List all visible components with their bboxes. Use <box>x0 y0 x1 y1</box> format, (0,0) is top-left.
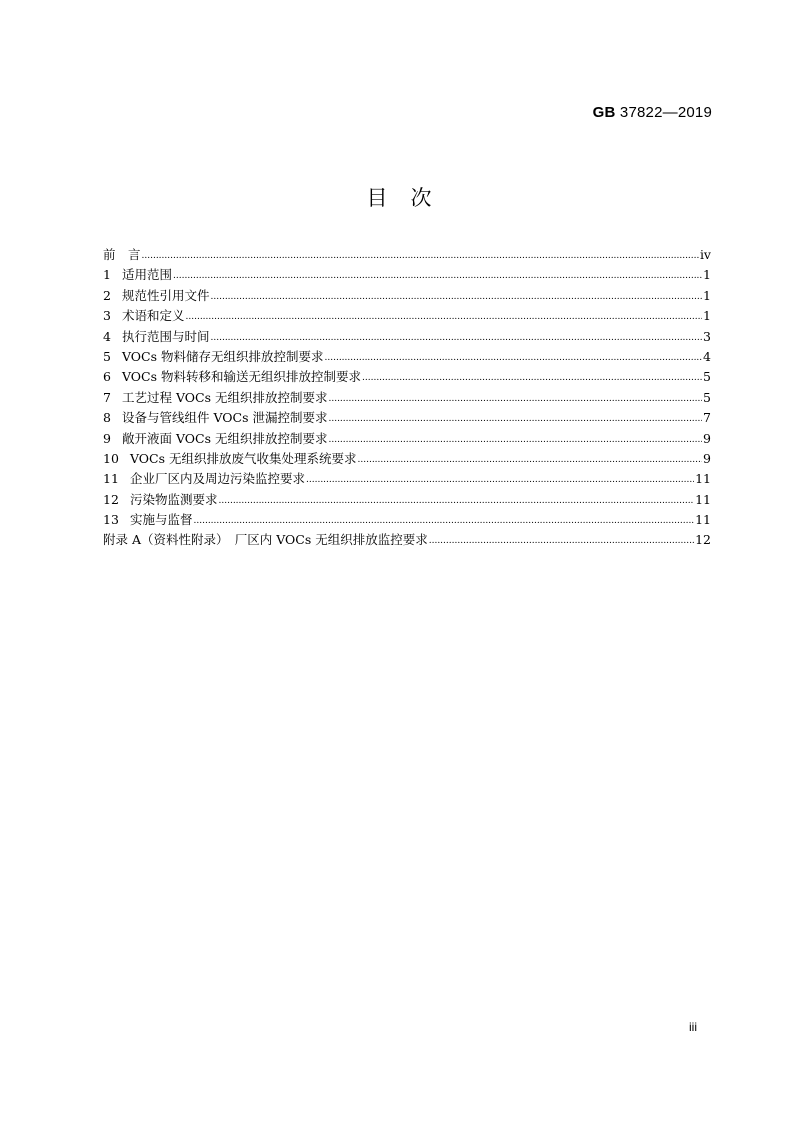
toc-entry-9[interactable] <box>103 429 711 449</box>
toc-entry-page: 11 <box>695 471 711 487</box>
toc-entry-page: 4 <box>703 348 711 364</box>
toc-leader-dots <box>325 348 703 368</box>
toc-entry-page: 11 <box>695 512 711 528</box>
standard-number: 37822—2019 <box>619 104 712 121</box>
toc-leader-dots <box>194 511 695 531</box>
toc-leader-dots <box>358 450 703 470</box>
toc-entry-number: 10 <box>103 450 119 466</box>
toc-entry-page: 9 <box>703 450 711 466</box>
toc-entry-page: 7 <box>703 410 711 426</box>
toc-entry-label: 设备与管线组件 VOCs 泄漏控制要求 <box>122 410 328 426</box>
toc-entry-label: 敞开液面 VOCs 无组织排放控制要求 <box>122 430 328 446</box>
toc-entry-label: VOCs 物料储存无组织排放控制要求 <box>122 348 324 364</box>
toc-entry-number: 1 <box>103 267 111 283</box>
toc-entry-number: 6 <box>103 369 111 385</box>
toc-entry-1[interactable] <box>103 265 711 285</box>
toc-leader-dots <box>306 470 694 490</box>
toc-leader-dots <box>429 531 694 551</box>
toc-leader-dots <box>211 287 703 307</box>
page-title: 目 次 <box>366 186 433 210</box>
toc-leader-dots <box>328 430 702 450</box>
toc-entry-3[interactable] <box>103 306 711 326</box>
toc-entry-4[interactable] <box>103 327 711 347</box>
page-number: iii <box>689 1020 697 1034</box>
toc-entry-6[interactable] <box>103 367 711 387</box>
toc-entry-page: 11 <box>695 491 711 507</box>
toc-entry-label: 术语和定义 <box>122 308 185 324</box>
toc-entry-page: iv <box>699 247 711 262</box>
toc-leader-dots <box>328 389 702 409</box>
toc-entry-page: 5 <box>703 389 711 405</box>
toc-entry-page: 1 <box>703 308 711 324</box>
toc-entry-number: 13 <box>103 512 119 528</box>
toc-leader-dots <box>362 368 702 388</box>
toc-entry-label: 附录 A（资料性附录） 厂区内 VOCs 无组织排放监控要求 <box>103 532 428 548</box>
table-of-contents <box>103 245 711 551</box>
toc-entry-number: 2 <box>103 287 111 303</box>
toc-entry-11[interactable] <box>103 469 711 489</box>
toc-entry-number: 7 <box>103 389 111 405</box>
toc-entry-page: 12 <box>695 532 711 548</box>
toc-entry-page: 3 <box>703 328 711 344</box>
toc-entry-10[interactable] <box>103 449 711 469</box>
toc-entry-page: 1 <box>703 267 711 283</box>
toc-entry-page: 9 <box>703 430 711 446</box>
toc-leader-dots <box>211 328 703 348</box>
toc-entry-number: 12 <box>103 491 119 507</box>
toc-entry-label: VOCs 物料转移和输送无组织排放控制要求 <box>122 369 362 385</box>
toc-entry-number: 8 <box>103 410 111 426</box>
toc-entry-label: 规范性引用文件 <box>122 287 210 303</box>
toc-entry-number: 11 <box>103 471 119 487</box>
toc-entry-2[interactable] <box>103 286 711 306</box>
toc-entry-label: 工艺过程 VOCs 无组织排放控制要求 <box>122 389 328 405</box>
toc-entry-foreword[interactable] <box>103 245 711 265</box>
toc-entry-7[interactable] <box>103 388 711 408</box>
standard-prefix: GB <box>592 104 616 121</box>
toc-entry-number: 3 <box>103 308 111 324</box>
toc-entry-label: VOCs 无组织排放废气收集处理系统要求 <box>130 450 357 466</box>
toc-entry-page: 5 <box>703 369 711 385</box>
toc-leader-dots <box>328 409 702 429</box>
toc-entry-13[interactable] <box>103 510 711 530</box>
toc-entry-annex-a[interactable] <box>103 530 711 550</box>
toc-entry-number: 9 <box>103 430 111 446</box>
toc-entry-page: 1 <box>703 287 711 303</box>
toc-leader-dots <box>219 491 695 511</box>
toc-leader-dots <box>142 246 699 266</box>
toc-leader-dots <box>186 307 703 327</box>
toc-entry-label: 污染物监测要求 <box>130 491 218 507</box>
toc-entry-label: 企业厂区内及周边污染监控要求 <box>130 471 306 487</box>
toc-entry-12[interactable] <box>103 490 711 510</box>
toc-entry-number: 4 <box>103 328 111 344</box>
toc-entry-label: 适用范围 <box>122 267 173 283</box>
toc-entry-5[interactable] <box>103 347 711 367</box>
toc-entry-number: 5 <box>103 348 111 364</box>
toc-entry-label: 执行范围与时间 <box>122 328 210 344</box>
toc-leader-dots <box>173 266 702 286</box>
toc-entry-8[interactable] <box>103 408 711 428</box>
toc-entry-label: 前 言 <box>103 247 141 262</box>
standard-code <box>593 104 712 121</box>
toc-entry-label: 实施与监督 <box>130 512 193 528</box>
